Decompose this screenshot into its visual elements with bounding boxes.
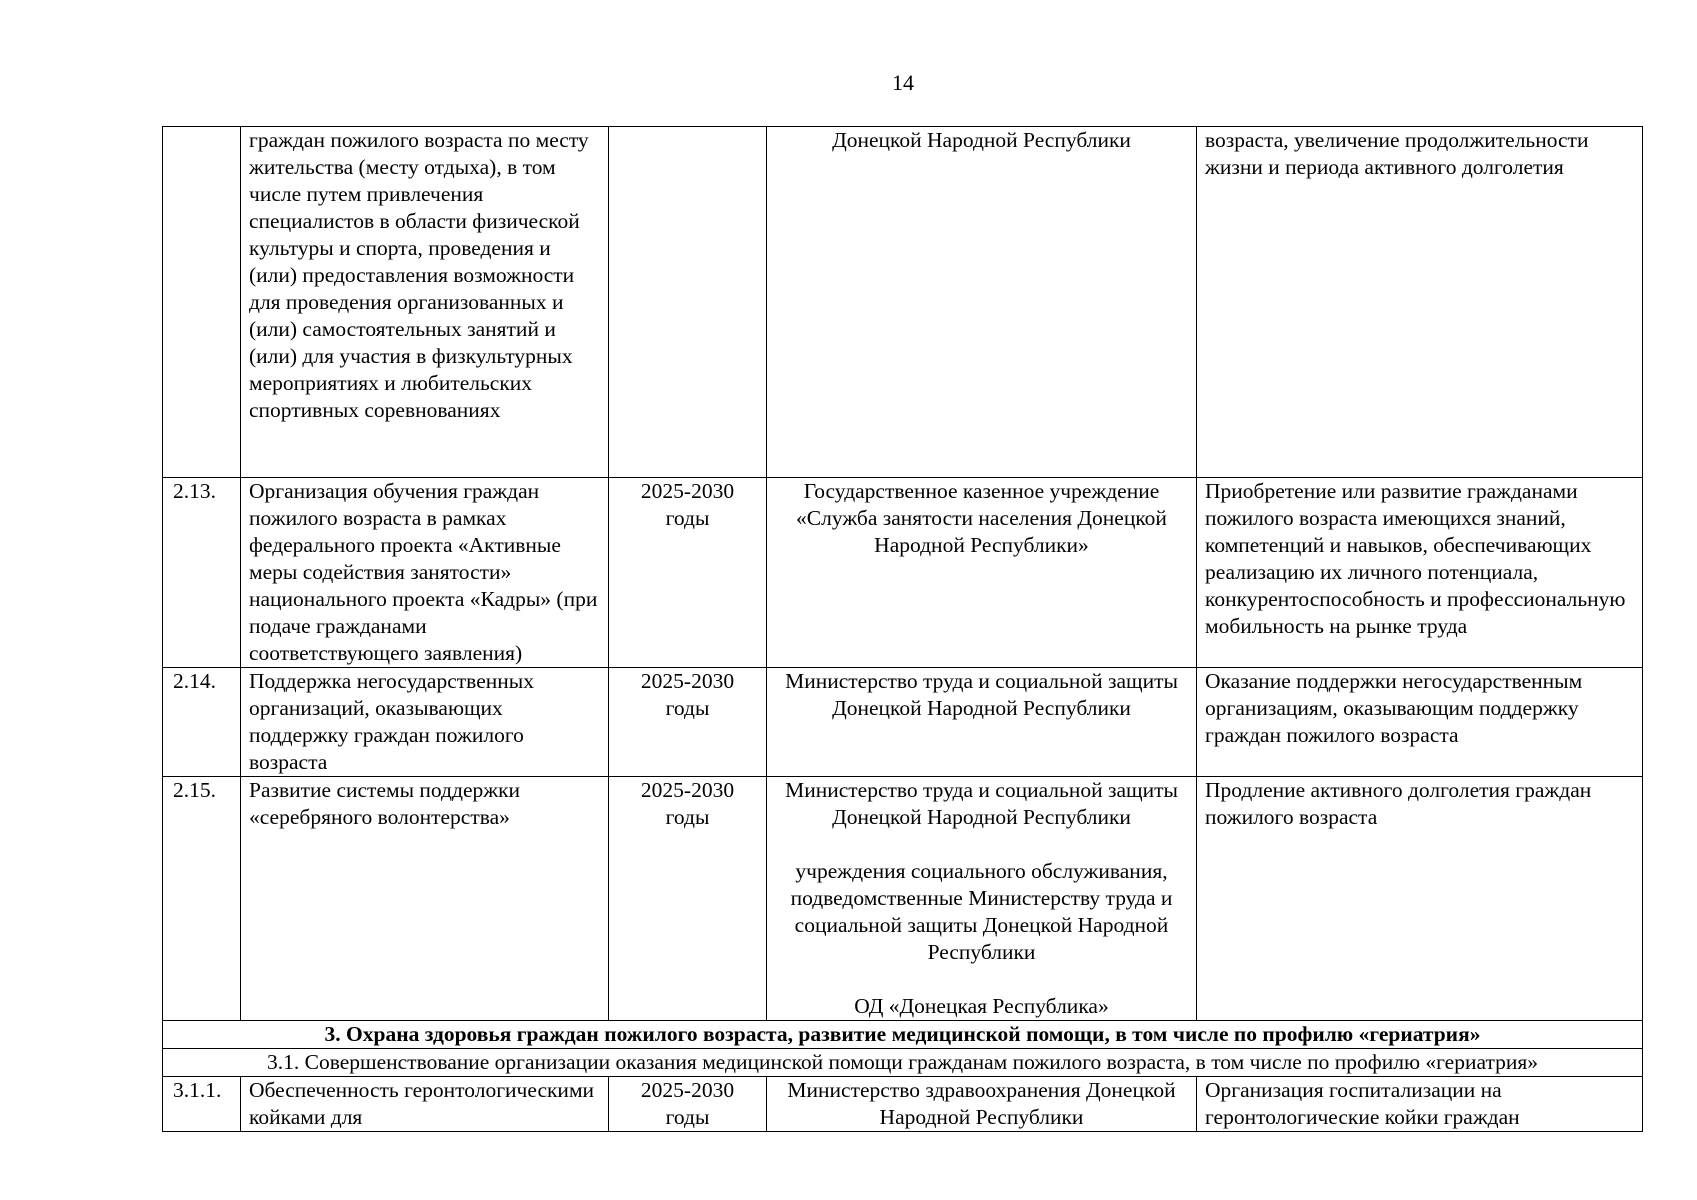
section-heading-row [163,1021,1643,1049]
table-row [163,668,1643,777]
period-cell: 2025-2030 годы [609,1077,767,1132]
section-heading: 3. Охрана здоровья граждан пожилого возраста, развитие медицинской помощи, в том числе по профилю «гериатрия» [163,1021,1643,1049]
period-cell: 2025-2030 годы [609,668,767,777]
result-cell: Приобретение или развитие гражданами пожилого возраста имеющихся знаний, компетенций и навыков, обеспечивающих реализацию их личного потенциала, конкурентоспособность и профессиональную мобильность на рынке труда [1197,478,1643,668]
result-cell: возраста, увеличение продолжительности жизни и периода активного долголетия [1197,127,1643,478]
executor-movement: ОД «Донецкая Республика» [854,994,1109,1018]
activity-cell: Развитие системы поддержки «серебряного волонтерства» [241,777,609,1021]
subsection-heading: 3.1. Совершенствование организации оказания медицинской помощи гражданам пожилого возраста, в том числе по профилю «гериатрия» [163,1049,1643,1077]
executor-cell [767,777,1197,1021]
executor-cell: Министерство труда и социальной защиты Донецкой Народной Республики [767,668,1197,777]
result-cell: Оказание поддержки негосударственным организациям, оказывающим поддержку граждан пожилого возраста [1197,668,1643,777]
executor-ministry: Министерство труда и социальной защиты Донецкой Народной Республики [785,778,1178,829]
executor-institutions: учреждения социального обслуживания, подведомственные Министерству труда и социальной защиты Донецкой Народной Республики [790,859,1173,964]
result-cell: Организация госпитализации на геронтологические койки граждан [1197,1077,1643,1132]
row-number: 2.13. [163,478,241,668]
page-number: 14 [892,70,914,95]
activity-cell: Обеспеченность геронтологическими койками для [241,1077,609,1132]
executor-cell: Донецкой Народной Республики [767,127,1197,478]
subsection-heading-row [163,1049,1643,1077]
table-row [163,127,1643,478]
table-row [163,478,1643,668]
activity-cell: граждан пожилого возраста по месту жительства (месту отдыха), в том числе путем привлечения специалистов в области физической культуры и спорта, проведения и (или) предоставления возможности для проведения организованных и (или) самостоятельных занятий и (или) для участия в физкультурных мероприятиях и любительских спортивных соревнованиях [241,127,609,478]
table-row [163,1077,1643,1132]
period-cell: 2025-2030 годы [609,777,767,1021]
activity-cell: Организация обучения граждан пожилого возраста в рамках федерального проекта «Активные меры содействия занятости» национального проекта «Кадры» (при подаче гражданами соответствующего заявления) [241,478,609,668]
period-cell [609,127,767,478]
row-number: 2.14. [163,668,241,777]
row-number: 3.1.1. [163,1077,241,1132]
measures-table [162,126,1643,1132]
executor-cell: Государственное казенное учреждение «Служба занятости населения Донецкой Народной Республики» [767,478,1197,668]
row-number [163,127,241,478]
executor-cell: Министерство здравоохранения Донецкой Народной Республики [767,1077,1197,1132]
period-cell: 2025-2030 годы [609,478,767,668]
table-row [163,777,1643,1021]
result-cell: Продление активного долголетия граждан пожилого возраста [1197,777,1643,1021]
activity-cell: Поддержка негосударственных организаций, оказывающих поддержку граждан пожилого возраста [241,668,609,777]
row-number: 2.15. [163,777,241,1021]
